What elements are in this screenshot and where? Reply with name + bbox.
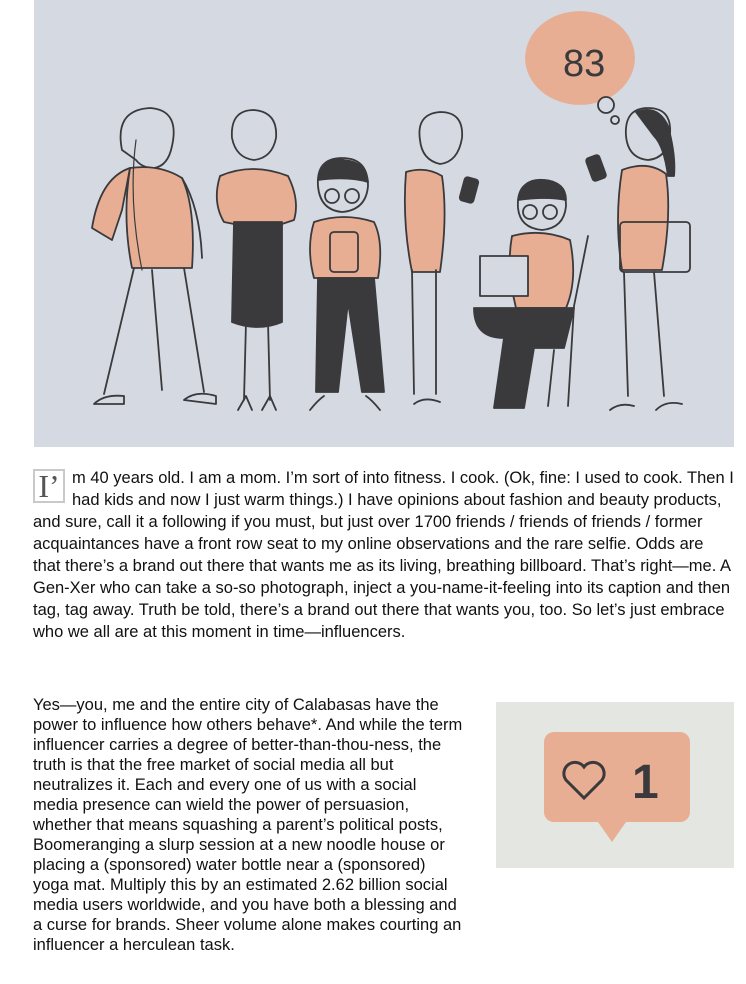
person-skirt xyxy=(217,110,296,410)
person-ponytail xyxy=(585,108,690,410)
like-notification-image xyxy=(496,702,734,868)
thought-bubble-text: 83 xyxy=(563,43,606,85)
person-walking xyxy=(92,108,216,404)
hero-illustration xyxy=(34,0,734,447)
drop-cap: I’ xyxy=(33,469,65,503)
person-laptop xyxy=(474,180,588,408)
person-tablet xyxy=(310,158,384,410)
article-paragraph-2: Yes—you, me and the entire city of Calabasas have the power to influence how others behave*. And while the term influencer carries a degree of better-than-thou-ness, the truth is that the free market of social media all but neutralizes it. Each and every one of us with a social media presence can wield the power of persuasion, whether that means squashing a parent’s political posts, Boomeranging a slurp session at a new noodle house or placing a (sponsored) water bottle near a (sponsored) yoga mat. Multiply this by an estimated 2.62 billion social media users worldwide, and you have both a blessing and a curse for brands. Sheer volume alone makes courting an influencer a herculean task. xyxy=(33,696,463,954)
article-paragraph-1 xyxy=(33,467,735,643)
paragraph-1-text: m 40 years old. I am a mom. I’m sort of into fitness. I cook. (Ok, fine: I used to cook. Then I had kids and now I just warm things.) I have opinions about fashion and beauty products, and sure, call it a following if you must, but just over 1700 friends / friends of friends / former acquaintances have a front row seat to my online observations and the rare selfie. Odds are that there’s a brand out there that wants me as its living, breathing billboard. That’s right—me. A Gen-Xer who can take a so-so photograph, inject a you-name-it-feeling into its caption and then tag, tag away. Truth be told, there’s a brand out there that wants you, too. So let’s just embrace who we all are at this moment in time—influencers. xyxy=(33,469,734,641)
like-bubble xyxy=(544,732,690,842)
person-phone xyxy=(405,112,479,404)
like-count: 1 xyxy=(632,756,659,809)
